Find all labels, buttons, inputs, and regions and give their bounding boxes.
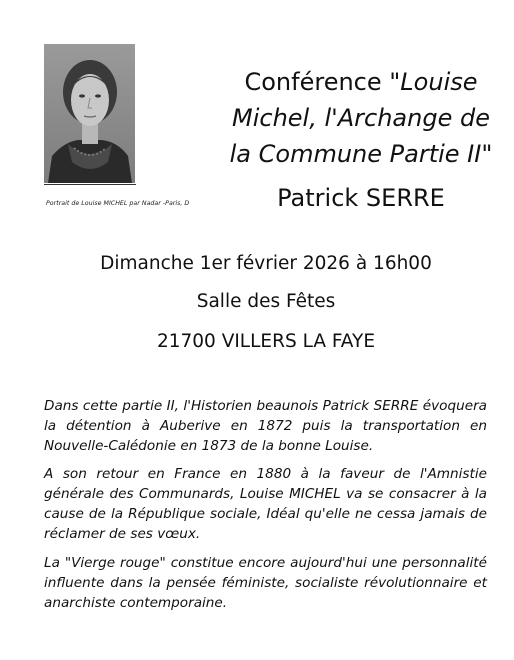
paragraph-2: A son retour en France en 1880 à la faveur de l'Amnistie générale des Communards, Louise MICHEL va se consacrer à la cause de la République sociale, Idéal qu'elle ne cessa jamais de réclamer de ses vœux. (44, 466, 487, 542)
portrait-image (44, 44, 135, 183)
event-city: 21700 VILLERS LA FAYE (156, 331, 376, 352)
title-prefix: Conférence " (244, 68, 401, 96)
event-venue: Salle des Fêtes (196, 291, 336, 312)
paragraph-3: La "Vierge rouge" constitue encore aujourd'hui une personnalité influente dans la pensée féministe, socialiste révolutionnaire et anarchiste contemporaine. (44, 555, 487, 611)
title-italic: Louise Michel, l'Archange de la Commune Partie II (229, 68, 490, 168)
paragraph-1: Dans cette partie II, l'Historien beaunois Patrick SERRE évoquera la détention à Auberive en 1872 puis la transportation en Nouvelle-Calédonie en 1873 de la bonne Louise. (44, 398, 487, 454)
portrait-photo (44, 44, 135, 183)
title-suffix: " (481, 140, 493, 168)
speaker-name: Patrick SERRE (277, 184, 445, 212)
photo-caption: Portrait de Louise MICHEL par Nadar -Paris, D (46, 200, 190, 207)
event-date: Dimanche 1er février 2026 à 16h00 (100, 253, 432, 274)
photo-underline (44, 184, 136, 185)
conference-title (218, 64, 504, 172)
